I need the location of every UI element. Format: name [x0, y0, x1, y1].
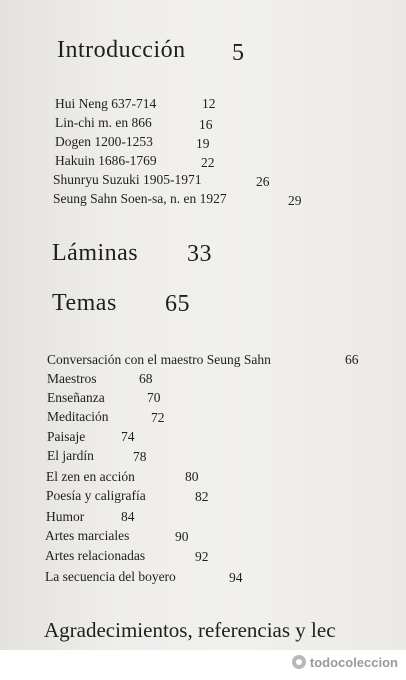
toc-entry: Dogen 1200-1253: [55, 134, 153, 149]
toc-entry: Hui Neng 637-714: [55, 96, 157, 111]
toc-entry: Hakuin 1686-1769: [55, 153, 157, 168]
toc-heading-laminas: Láminas: [52, 240, 139, 266]
toc-entry-page: 68: [139, 371, 153, 386]
toc-entry: Humor: [46, 509, 85, 524]
toc-entry-page: 74: [121, 429, 135, 444]
toc-entry: Poesía y caligrafía: [46, 488, 146, 503]
toc-heading-temas-page: 65: [165, 291, 190, 317]
toc-entry-page: 19: [196, 136, 210, 151]
toc-entry: El jardín: [47, 448, 94, 463]
watermark: [292, 650, 398, 674]
toc-entry: Maestros: [47, 371, 97, 386]
toc-heading-final: Agradecimientos, referencias y lec: [44, 618, 336, 642]
toc-heading-intro-page: 5: [232, 40, 245, 66]
toc-entry: Conversación con el maestro Seung Sahn: [47, 352, 271, 367]
toc-heading-temas: Temas: [52, 290, 117, 316]
toc-entry: El zen en acción: [46, 469, 135, 484]
todocoleccion-logo-icon: [292, 655, 306, 669]
toc-entry: Seung Sahn Soen-sa, n. en 1927: [53, 191, 227, 206]
toc-entry-page: 72: [151, 410, 165, 425]
toc-entry: La secuencia del boyero: [45, 569, 176, 584]
toc-heading-laminas-page: 33: [187, 241, 212, 267]
toc-entry: Lin-chi m. en 866: [55, 115, 152, 130]
toc-entry-page: 29: [288, 193, 302, 208]
toc-entry: Artes marciales: [45, 528, 130, 543]
toc-entry-page: 90: [175, 529, 189, 544]
toc-entry-page: 26: [256, 174, 270, 189]
toc-entry: Meditación: [47, 409, 109, 424]
toc-entry: Paisaje: [47, 429, 86, 444]
toc-entry-page: 66: [345, 352, 359, 367]
toc-heading-intro: [57, 37, 186, 64]
toc-heading-intro-label: Introducción: [57, 37, 186, 63]
toc-entry-page: 78: [133, 449, 147, 464]
toc-entry-page: 80: [185, 469, 199, 484]
toc-entry: Shunryu Suzuki 1905-1971: [53, 172, 202, 187]
toc-entry-page: 22: [201, 155, 215, 170]
toc-entry-page: 82: [195, 489, 209, 504]
toc-entry: Enseñanza: [47, 390, 105, 405]
toc-entry-page: 12: [202, 96, 216, 111]
toc-entry: Artes relacionadas: [45, 548, 146, 563]
toc-entry-page: 92: [195, 549, 209, 564]
toc-entry-page: 70: [147, 390, 161, 405]
watermark-text: todocoleccion: [309, 654, 398, 670]
toc-entry-page: 84: [121, 509, 135, 524]
toc-entry-page: 94: [229, 570, 243, 585]
toc-entry-page: 16: [199, 117, 213, 132]
